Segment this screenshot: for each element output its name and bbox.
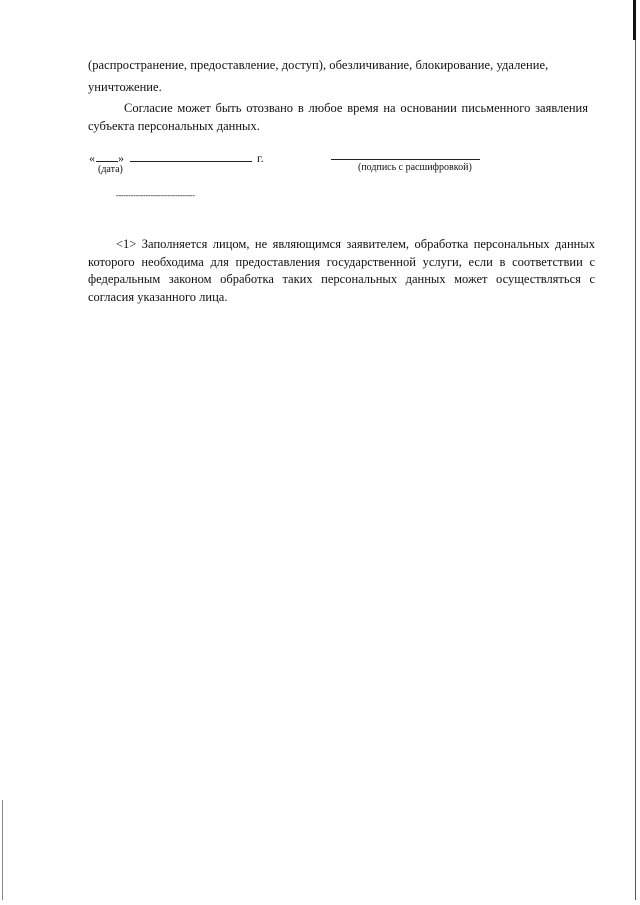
footnote-separator: -------------------------------- bbox=[116, 191, 195, 200]
date-month-line bbox=[130, 161, 252, 162]
signature-caption: (подпись с расшифровкой) bbox=[358, 162, 472, 173]
paragraph-line-2: уничтожение. bbox=[88, 80, 162, 94]
date-quote-close: » bbox=[118, 151, 125, 165]
footnote-text: <1> Заполняется лицом, не являющимся заявителем, обработка персональных данных которого необходима для предоставления государственной услуги, если в соответствии с федеральным законом обработка таких персональных данных может осуществляться с согласия указанного лица. bbox=[88, 237, 595, 304]
scan-edge-top-right bbox=[633, 0, 636, 40]
date-day-line bbox=[96, 161, 118, 162]
date-caption: (дата) bbox=[98, 164, 123, 175]
date-year-suffix: г. bbox=[257, 151, 264, 165]
scan-edge-left bbox=[2, 800, 3, 900]
date-quote-open: « bbox=[89, 151, 96, 165]
paragraph-line-1: (распространение, предоставление, доступ), обезличивание, блокирование, удаление, bbox=[88, 58, 549, 72]
signature-line bbox=[331, 159, 480, 160]
revocation-paragraph: Согласие может быть отозвано в любое время на основании письменного заявления субъекта персональных данных. bbox=[88, 101, 588, 133]
scan-edge-right bbox=[635, 40, 636, 900]
